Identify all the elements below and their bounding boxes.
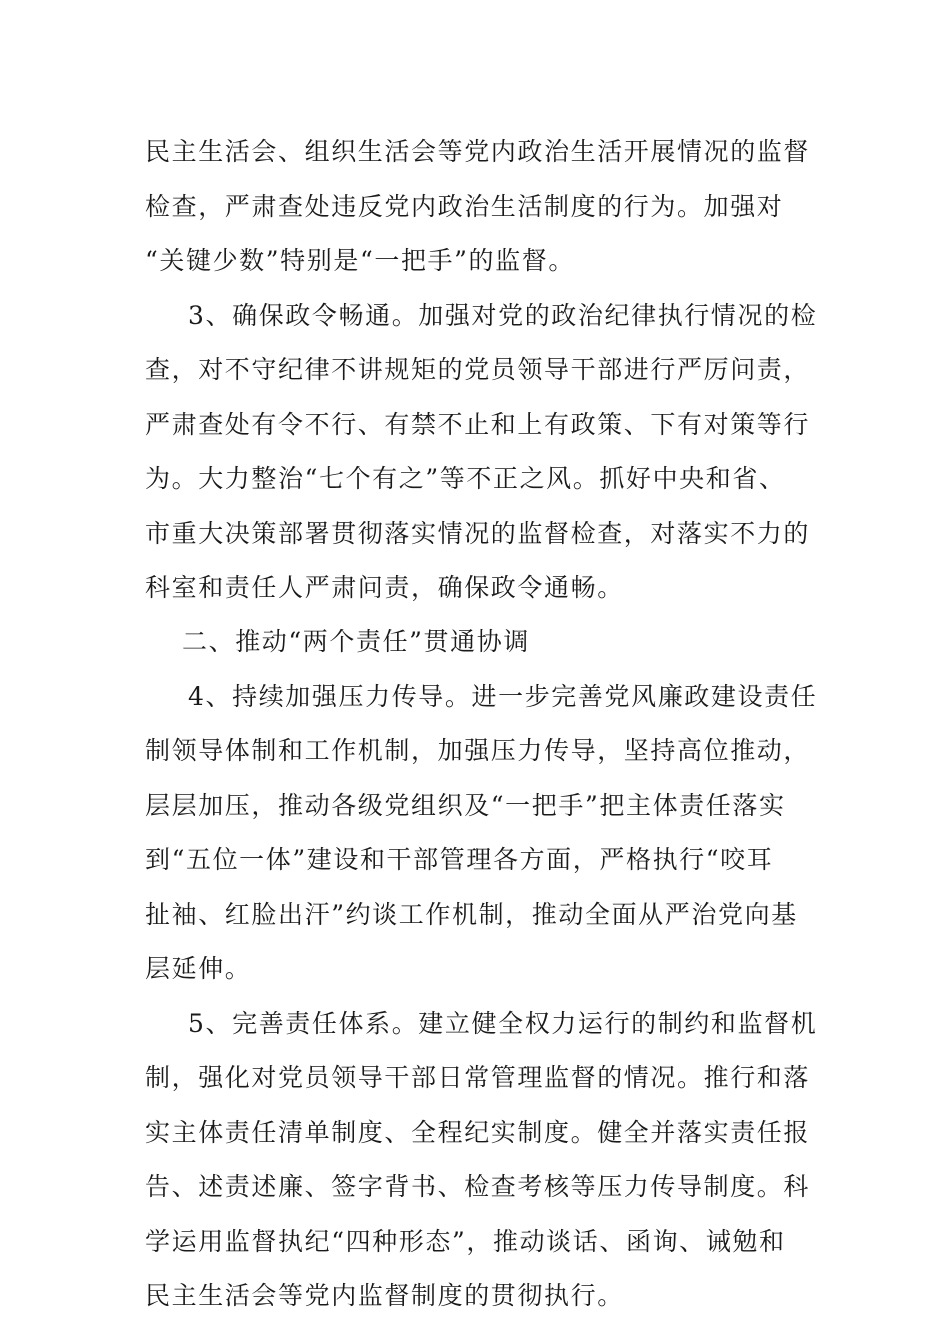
paragraph-line: 扯袖、红脸出汗”约谈工作机制，推动全面从严治党向基 [145,900,798,929]
paragraph-line: 科室和责任人严肃问责，确保政令通畅。 [145,573,624,602]
paragraph-line: 层层加压，推动各级党组织及“一把手”把主体责任落实 [145,791,786,820]
paragraph-line: 查，对不守纪律不讲规矩的党员领导干部进行严厉问责， [145,355,811,384]
paragraph-line: 民主生活会、组织生活会等党内政治生活开展情况的监督 [145,137,811,166]
paragraph-line: 为。大力整治“七个有之”等不正之风。抓好中央和省、 [145,464,786,493]
paragraph-line: 到“五位一体”建设和干部管理各方面，严格执行“咬耳 [145,845,774,874]
paragraph-line: 市重大决策部署贯彻落实情况的监督检查，对落实不力的 [145,519,811,548]
paragraph-line: 学运用监督执纪“四种形态”，推动谈话、函询、诫勉和 [145,1227,786,1256]
paragraph-line: 层延伸。 [145,954,252,983]
paragraph-line: 检查，严肃查处违反党内政治生活制度的行为。加强对 [145,192,784,221]
paragraph-line: “关键少数”特别是“一把手”的监督。 [145,246,575,275]
paragraph-line: 严肃查处有令不行、有禁不止和上有政策、下有对策等行 [145,410,811,439]
paragraph-line: 告、述责述廉、签字背书、检查考核等压力传导制度。科 [145,1172,811,1201]
paragraph-line: 4、持续加强压力传导。进一步完善党风廉政建设责任 [188,682,818,711]
paragraph-line: 实主体责任清单制度、全程纪实制度。健全并落实责任报 [145,1118,811,1147]
paragraph-line: 制领导体制和工作机制，加强压力传导，坚持高位推动， [145,736,811,765]
paragraph-line: 制，强化对党员领导干部日常管理监督的情况。推行和落 [145,1063,811,1092]
section-heading: 二、推动“两个责任”贯通协调 [182,627,530,656]
paragraph-line: 5、完善责任体系。建立健全权力运行的制约和监督机 [188,1009,818,1038]
paragraph-line: 民主生活会等党内监督制度的贯彻执行。 [145,1281,624,1310]
paragraph-line: 3、确保政令畅通。加强对党的政治纪律执行情况的检 [188,301,818,330]
